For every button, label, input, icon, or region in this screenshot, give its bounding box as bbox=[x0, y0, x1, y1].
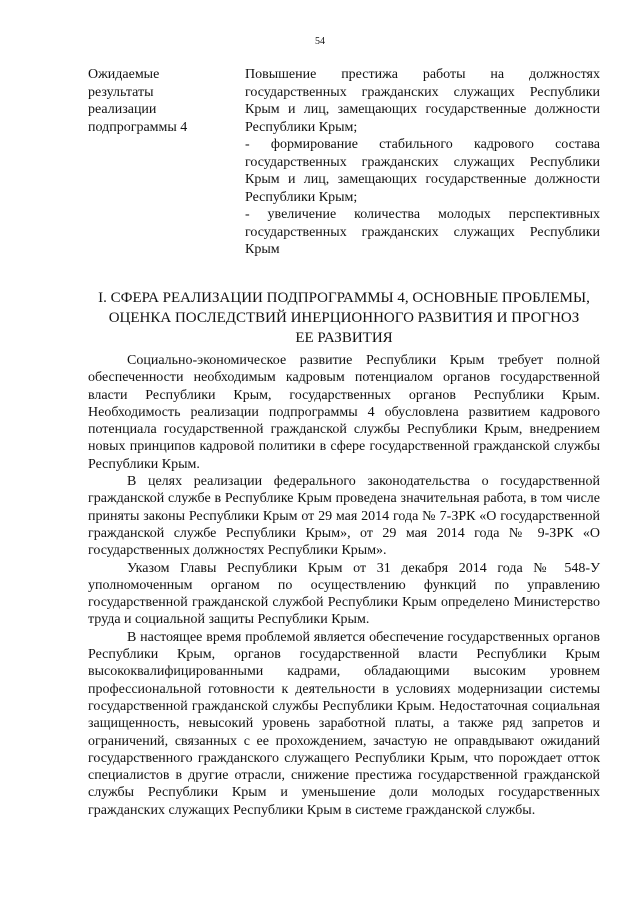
body-paragraph: В целях реализации федерального законодательства о государственной гражданской службе в Республике Крым проведена значительная работа, в том числе приняты законы Республики Крым от 29 мая 2014 года № 7-ЗРК «О государственной гражданской службе Республики Крым», от 29 мая 2014 года № 9-ЗРК «О государственных должностях Республики Крым». bbox=[88, 474, 600, 559]
result-item: Повышение престижа работы на должностях государственных гражданских служащих Республики Крым и лиц, замещающих государственные должности Республики Крым; bbox=[245, 67, 600, 135]
heading-line: I. СФЕРА РЕАЛИЗАЦИИ ПОДПРОГРАММЫ 4, ОСНОВНЫЕ ПРОБЛЕМЫ, bbox=[98, 290, 590, 306]
result-item: - увеличение количества молодых перспективных государственных гражданских служащих Республики Крым bbox=[245, 207, 600, 257]
expected-results-list bbox=[245, 66, 600, 259]
result-item: - формирование стабильного кадрового состава государственных гражданских служащих Республики Крым и лиц, замещающих государственные должности Республики Крым; bbox=[245, 137, 600, 205]
expected-results-row bbox=[88, 66, 600, 259]
page-number: 54 bbox=[315, 36, 325, 47]
body-paragraph: Указом Главы Республики Крым от 31 декабря 2014 года № 548-У уполномоченным органом по осуществлению функций по управлению государственной гражданской службой Республики Крым определено Министерство труда и социальной защиты Республики Крым. bbox=[88, 560, 600, 628]
heading-line: ЕЕ РАЗВИТИЯ bbox=[295, 330, 393, 346]
heading-line: ОЦЕНКА ПОСЛЕДСТВИЙ ИНЕРЦИОННОГО РАЗВИТИЯ И ПРОГНОЗ bbox=[108, 310, 580, 326]
section-body bbox=[88, 352, 600, 819]
body-paragraph: В настоящее время проблемой является обеспечение государственных органов Республики Крым, органов государственной власти Республики Крым высококвалифицированными кадрами, обладающими высоким уровнем профессиональной готовности к деятельности в условиях модернизации системы государственной гражданской службы Республики Крым. Недостаточная социальная защищенность, невысокий уровень заработной платы, а также ряд запретов и ограничений, связанных с ее прохождением, зачастую не оправдывают ожиданий государственного гражданского служащего Республики Крым, что порождает отток специалистов в другие отрасли, снижение престижа государственной гражданской службы Республики Крым и уменьшение доли молодых государственных гражданских служащих Республики Крым в системе гражданской службы. bbox=[88, 629, 600, 818]
section-heading bbox=[88, 288, 600, 348]
body-paragraph: Социально-экономическое развитие Республики Крым требует полной обеспеченности необходимым кадровым потенциалом органов государственной власти Республики Крым, государственных органов Республики Крым. Необходимость реализации подпрограммы 4 обусловлена развитием кадрового потенциала государственной гражданской службы Республики Крым, внедрением новых принципов кадровой политики в сфере государственной гражданской службы Республики Крым. bbox=[88, 353, 600, 472]
label-line: результаты bbox=[88, 84, 154, 100]
expected-results-label bbox=[88, 66, 245, 259]
label-line: подпрограммы 4 bbox=[88, 119, 188, 135]
label-line: Ожидаемые bbox=[88, 67, 160, 82]
label-line: реализации bbox=[88, 102, 157, 117]
